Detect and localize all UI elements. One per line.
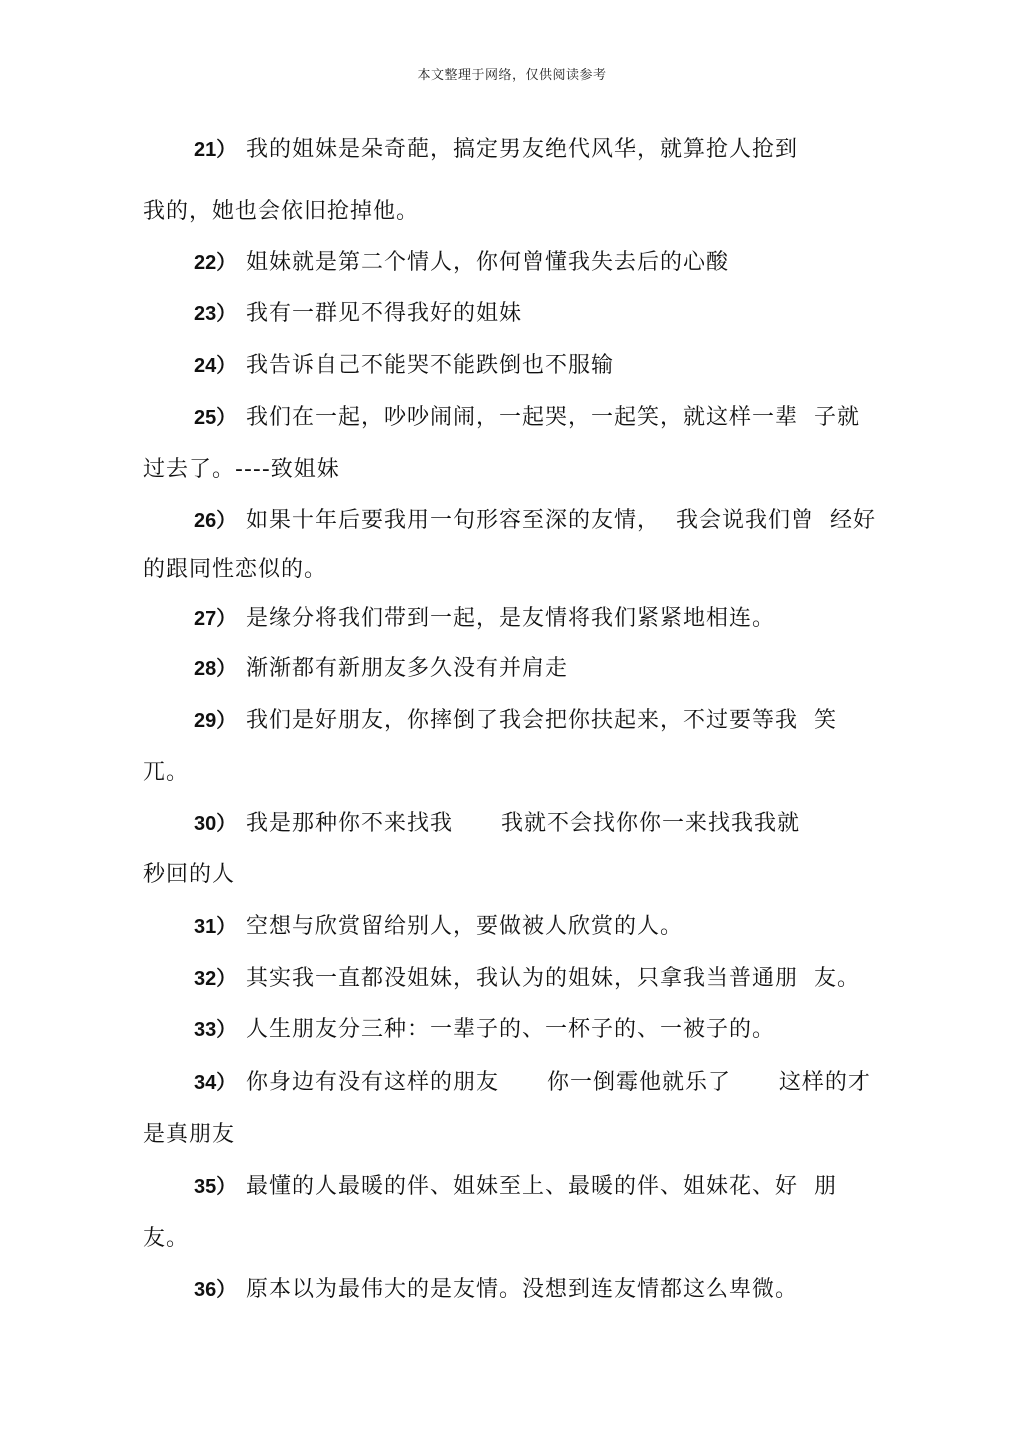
item-number: 32）	[194, 968, 237, 990]
list-item	[194, 605, 775, 633]
item-number: 36）	[194, 1279, 237, 1301]
item-text: 我告诉自己不能哭不能跌倒也不服输	[246, 353, 615, 378]
list-item	[194, 1276, 798, 1304]
list-item	[194, 1069, 871, 1097]
item-number: 28）	[194, 658, 237, 680]
list-item	[194, 913, 683, 941]
item-text-continuation: 是真朋友	[143, 1122, 236, 1147]
item-text-continuation: 过去了。----致姐妹	[143, 457, 340, 482]
list-item	[194, 810, 800, 838]
list-item	[194, 655, 568, 683]
list-item	[194, 300, 522, 328]
item-number: 22）	[194, 252, 237, 274]
item-number: 29）	[194, 710, 237, 732]
list-item	[194, 1173, 837, 1201]
item-text: 渐渐都有新朋友多久没有并肩走	[246, 656, 569, 681]
item-text: 空想与欣赏留给别人，要做被人欣赏的人。	[246, 914, 684, 939]
item-number: 21）	[194, 139, 237, 161]
item-text: 其实我一直都没姐妹，我认为的姐妹，只拿我当普通朋 友。	[246, 966, 860, 991]
list-item	[194, 507, 876, 535]
item-number: 31）	[194, 916, 237, 938]
item-number: 25）	[194, 407, 237, 429]
item-text: 如果十年后要我用一句形容至深的友情， 我会说我们曾 经好	[246, 508, 876, 533]
item-number: 33）	[194, 1019, 237, 1041]
item-text: 原本以为最伟大的是友情。没想到连友情都这么卑微。	[246, 1277, 799, 1302]
item-number: 23）	[194, 303, 237, 325]
item-number: 34）	[194, 1072, 237, 1094]
item-number: 26）	[194, 510, 237, 532]
item-number: 24）	[194, 355, 237, 377]
item-text: 人生朋友分三种：一辈子的、一杯子的、一被子的。	[246, 1017, 776, 1042]
item-text: 我是那种你不来找我 我就不会找你你一来找我我就	[246, 811, 800, 836]
item-text: 你身边有没有这样的朋友 你一倒霉他就乐了 这样的才	[246, 1070, 871, 1095]
item-text: 姐妹就是第二个情人，你何曾懂我失去后的心酸	[246, 250, 730, 275]
item-number: 30）	[194, 813, 237, 835]
item-number: 35）	[194, 1176, 237, 1198]
item-text-continuation: 兀。	[143, 760, 190, 785]
list-item	[194, 965, 860, 993]
list-item	[194, 352, 614, 380]
item-text-continuation: 秒回的人	[143, 862, 236, 887]
item-text: 是缘分将我们带到一起，是友情将我们紧紧地相连。	[246, 606, 776, 631]
item-text-continuation: 友。	[143, 1226, 190, 1251]
list-item	[194, 1016, 775, 1044]
item-text: 我们是好朋友，你摔倒了我会把你扶起来，不过要等我 笑	[246, 708, 837, 733]
page-header: 本文整理于网络，仅供阅读参考	[417, 68, 607, 83]
list-item	[194, 249, 729, 277]
item-text: 我们在一起，吵吵闹闹，一起哭，一起笑，就这样一辈 子就	[246, 405, 860, 430]
item-number: 27）	[194, 608, 237, 630]
list-item	[194, 404, 860, 432]
item-text: 我的姐妹是朵奇葩，搞定男友绝代风华，就算抢人抢到	[246, 137, 799, 162]
item-text: 我有一群见不得我好的姐妹	[246, 301, 523, 326]
list-item	[194, 707, 837, 735]
list-item	[194, 136, 798, 164]
item-text-continuation: 我的，她也会依旧抢掉他。	[143, 199, 420, 224]
item-text: 最懂的人最暖的伴、姐妹至上、最暖的伴、姐妹花、好 朋	[246, 1174, 837, 1199]
item-text-continuation: 的跟同性恋似的。	[143, 557, 328, 582]
